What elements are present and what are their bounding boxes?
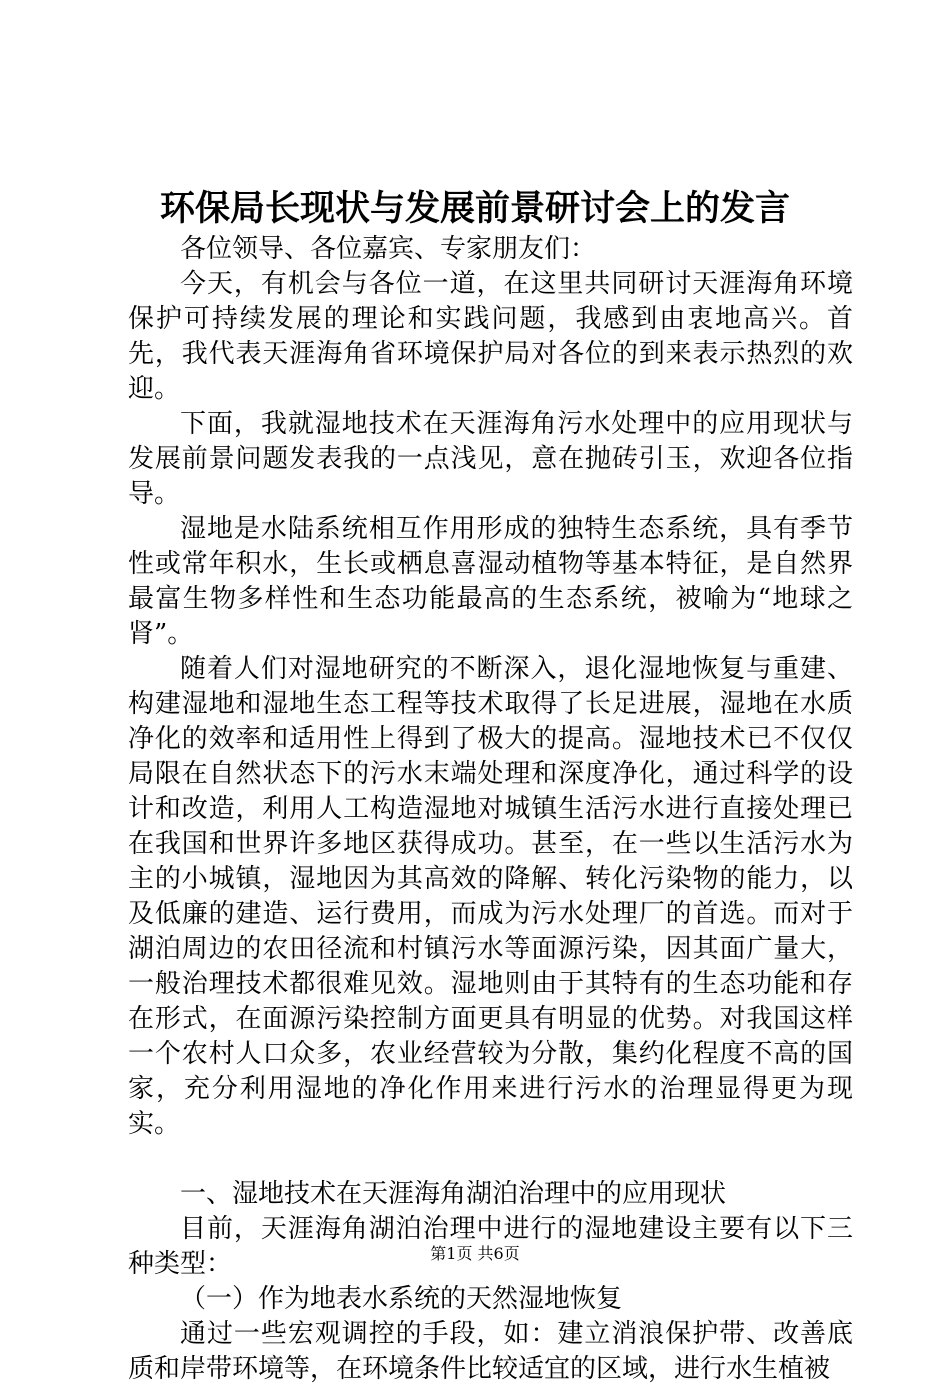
paragraph-wetland-research: 随着人们对湿地研究的不断深入，退化湿地恢复与重建、构建湿地和湿地生态工程等技术取得了长足进展，湿地在水质净化的效率和适用性上得到了极大的提高。湿地技术已不仅仅局限在自然状态下的污水末端处理和深度净化，通过科学的设计和改造，利用人工构造湿地对城镇生活污水进行直接处理已在我国和世界许多地区获得成功。甚至，在一些以生活污水为主的小城镇，湿地因为其高效的降解、转化污染物的能力，以及低廉的建造、运行费用，而成为污水处理厂的首选。而对于湖泊周边的农田径流和村镇污水等面源污染，因其面广量大，一般治理技术都很难见效。湿地则由于其特有的生态功能和存在形式，在面源污染控制方面更具有明显的优势。对我国这样一个农村人口众多，农业经营较为分散，集约化程度不高的国家，充分利用湿地的净化作用来进行污水的治理显得更为现实。 xyxy=(128,654,853,1139)
paragraph-opening: 今天，有机会与各位一道，在这里共同研讨天涯海角环境保护可持续发展的理论和实践问题，我感到由衷地高兴。首先，我代表天涯海角省环境保护局对各位的到来表示热烈的欢迎。 xyxy=(128,269,853,404)
paragraph-intro: 下面，我就湿地技术在天涯海角污水处理中的应用现状与发展前景问题发表我的一点浅见，意在抛砖引玉，欢迎各位指导。 xyxy=(128,409,853,509)
subsection-heading-1: （一）作为地表水系统的天然湿地恢复 xyxy=(180,1284,623,1314)
document-body xyxy=(128,232,853,1387)
document-title: 环保局长现状与发展前景研讨会上的发言 xyxy=(159,188,790,229)
section-heading-1: 一、湿地技术在天涯海角湖泊治理中的应用现状 xyxy=(180,1179,727,1209)
page-number-footer: 第1页 共6页 xyxy=(430,1244,520,1263)
paragraph-restoration: 通过一些宏观调控的手段，如：建立消浪保护带、改善底质和岸带环境等，在环境条件比较适宜的区域，进行水生植被 xyxy=(128,1319,853,1384)
paragraph-wetland-definition: 湿地是水陆系统相互作用形成的独特生态系统，具有季节性或常年积水，生长或栖息喜湿动植物等基本特征，是自然界最富生物多样性和生态功能最高的生态系统，被喻为“地球之肾”。 xyxy=(128,514,853,649)
paragraph-salutation: 各位领导、各位嘉宾、专家朋友们： xyxy=(180,234,597,264)
paragraph-current-types: 目前，天涯海角湖泊治理中进行的湿地建设主要有以下三种类型： xyxy=(128,1214,853,1279)
